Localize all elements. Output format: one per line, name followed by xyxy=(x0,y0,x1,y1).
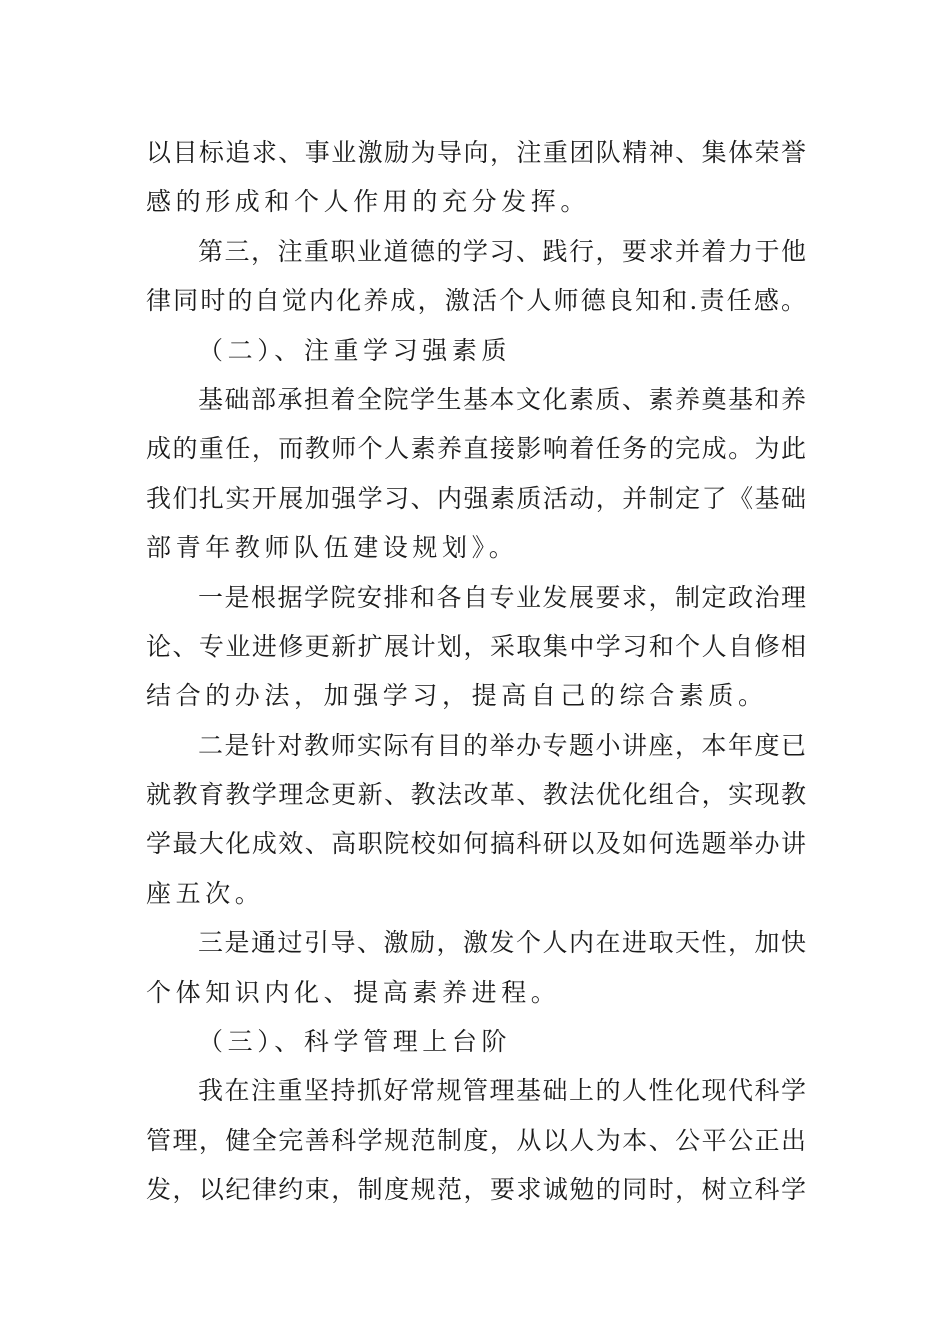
text-line: 就教育教学理念更新、教法改革、教法优化组合，实现教 xyxy=(146,780,806,810)
paragraph-first-line: 我在注重坚持抓好常规管理基础上的人性化现代科学 xyxy=(198,1076,806,1106)
paragraph-first-line: 一是根据学院安排和各自专业发展要求，制定政治理 xyxy=(198,582,806,612)
text-line: 以目标追求、事业激励为导向，注重团队精神、集体荣誉 xyxy=(146,138,806,167)
text-line: 结合的办法，加强学习，提高自己的综合素质。 xyxy=(146,681,768,711)
paragraph-first-line: 基础部承担着全院学生基本文化素质、素养奠基和养 xyxy=(198,384,806,414)
text-line: 我们扎实开展加强学习、内强素质活动，并制定了《基础 xyxy=(146,483,806,513)
text-line: 学最大化成效、高职院校如何搞科研以及如何选题举办讲 xyxy=(146,829,806,859)
text-line: 论、专业进修更新扩展计划，采取集中学习和个人自修相 xyxy=(146,631,806,661)
section-heading: （二）、注重学习强素质 xyxy=(198,335,512,365)
text-line: 管理，健全完善科学规范制度，从以人为本、公平公正出 xyxy=(146,1125,806,1155)
text-line: 座五次。 xyxy=(146,878,265,908)
text-line: 成的重任，而教师个人素养直接影响着任务的完成。为此 xyxy=(146,434,806,464)
text-line: 发，以纪律约束，制度规范，要求诚勉的同时，树立科学 xyxy=(146,1175,806,1205)
section-heading: （三）、科学管理上台阶 xyxy=(198,1027,512,1057)
text-line: 律同时的自觉内化养成，激活个人师德良知和.责任感。 xyxy=(146,286,806,316)
paragraph-first-line: 三是通过引导、激励，激发个人内在进取天性，加快 xyxy=(198,928,806,958)
text-line: 个体知识内化、提高素养进程。 xyxy=(146,977,561,1007)
paragraph-first-line: 第三，注重职业道德的学习、践行，要求并着力于他 xyxy=(198,236,806,266)
text-line: 感的形成和个人作用的充分发挥。 xyxy=(146,187,591,217)
text-line: 部青年教师队伍建设规划》。 xyxy=(146,533,519,563)
paragraph-first-line: 二是针对教师实际有目的举办专题小讲座，本年度已 xyxy=(198,730,806,760)
document-body xyxy=(146,128,806,1215)
